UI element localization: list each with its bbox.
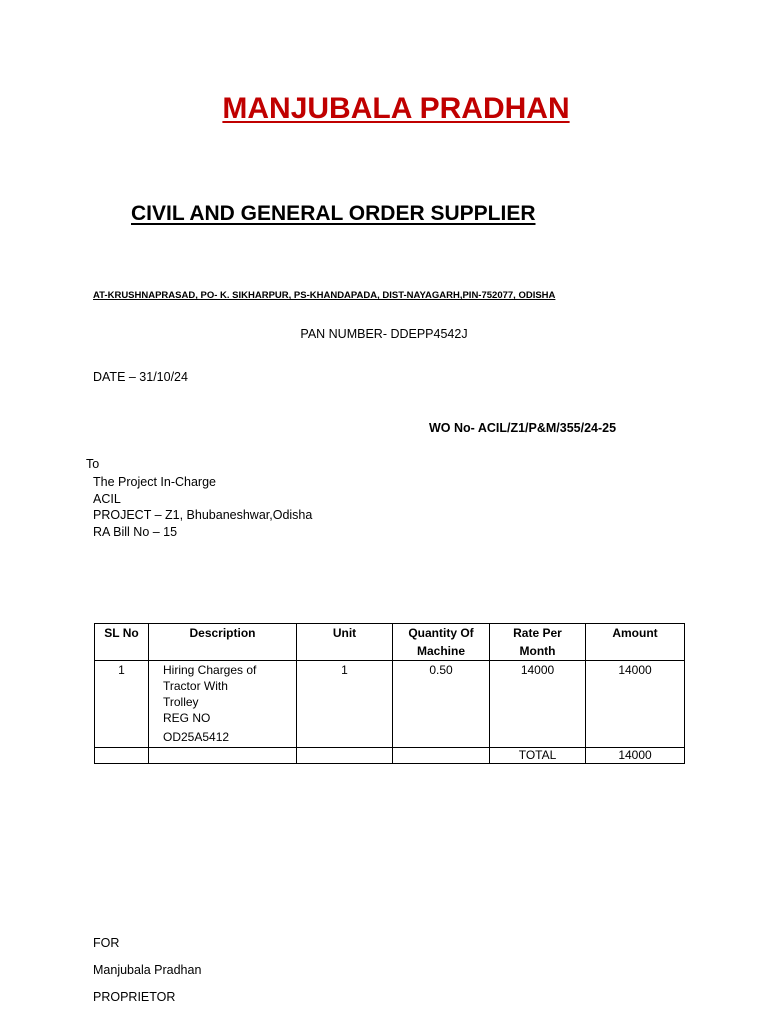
company-name: MANJUBALA PRADHAN xyxy=(222,92,570,125)
col-header-quantity: Quantity Of Machine xyxy=(393,624,490,661)
cell-unit: 1 xyxy=(297,661,393,748)
to-label: To xyxy=(86,457,100,471)
col-header-unit: Unit xyxy=(297,624,393,661)
recipient-line: RA Bill No – 15 xyxy=(93,524,178,539)
cell-rate: 14000 xyxy=(490,661,586,748)
description-line: Tractor With xyxy=(163,679,228,693)
cell-description xyxy=(149,661,297,748)
description-line: OD25A5412 xyxy=(163,730,230,744)
cell-empty xyxy=(149,748,297,764)
table-total-row xyxy=(95,748,685,764)
col-header-sl-no: SL No xyxy=(95,624,149,661)
description-line: Hiring Charges of xyxy=(163,663,257,677)
pan-number: PAN NUMBER- DDEPP4542J xyxy=(300,327,468,341)
cell-empty xyxy=(95,748,149,764)
table-row xyxy=(95,661,685,748)
description-line: Trolley xyxy=(163,695,199,709)
for-label: FOR xyxy=(93,936,120,950)
table-header-row xyxy=(95,624,685,661)
col-header-rate: Rate Per Month xyxy=(490,624,586,661)
bill-table xyxy=(94,623,685,764)
signatory-title: PROPRIETOR xyxy=(93,990,176,1004)
cell-quantity: 0.50 xyxy=(393,661,490,748)
cell-amount: 14000 xyxy=(586,661,685,748)
recipient-line: PROJECT – Z1, Bhubaneshwar,Odisha xyxy=(93,508,313,522)
col-header-amount: Amount xyxy=(586,624,685,661)
work-order-number: WO No- ACIL/Z1/P&M/355/24-25 xyxy=(429,421,617,435)
recipient-line: The Project In-Charge xyxy=(93,475,216,489)
total-label: TOTAL xyxy=(490,748,586,764)
recipient-block xyxy=(93,474,312,540)
address: AT-KRUSHNAPRASAD, PO- K. SIKHARPUR, PS-KHANDAPADA, DIST-NAYAGARH,PIN-752077, ODISHA xyxy=(93,290,556,301)
cell-empty xyxy=(297,748,393,764)
description-line: REG NO xyxy=(163,711,211,725)
bill-date: DATE – 31/10/24 xyxy=(93,370,188,384)
signatory-name: Manjubala Pradhan xyxy=(93,963,202,977)
cell-sl-no: 1 xyxy=(95,661,149,748)
col-header-description: Description xyxy=(149,624,297,661)
total-amount: 14000 xyxy=(586,748,685,764)
business-type: CIVIL AND GENERAL ORDER SUPPLIER xyxy=(131,202,536,225)
cell-empty xyxy=(393,748,490,764)
recipient-line: ACIL xyxy=(93,491,121,506)
